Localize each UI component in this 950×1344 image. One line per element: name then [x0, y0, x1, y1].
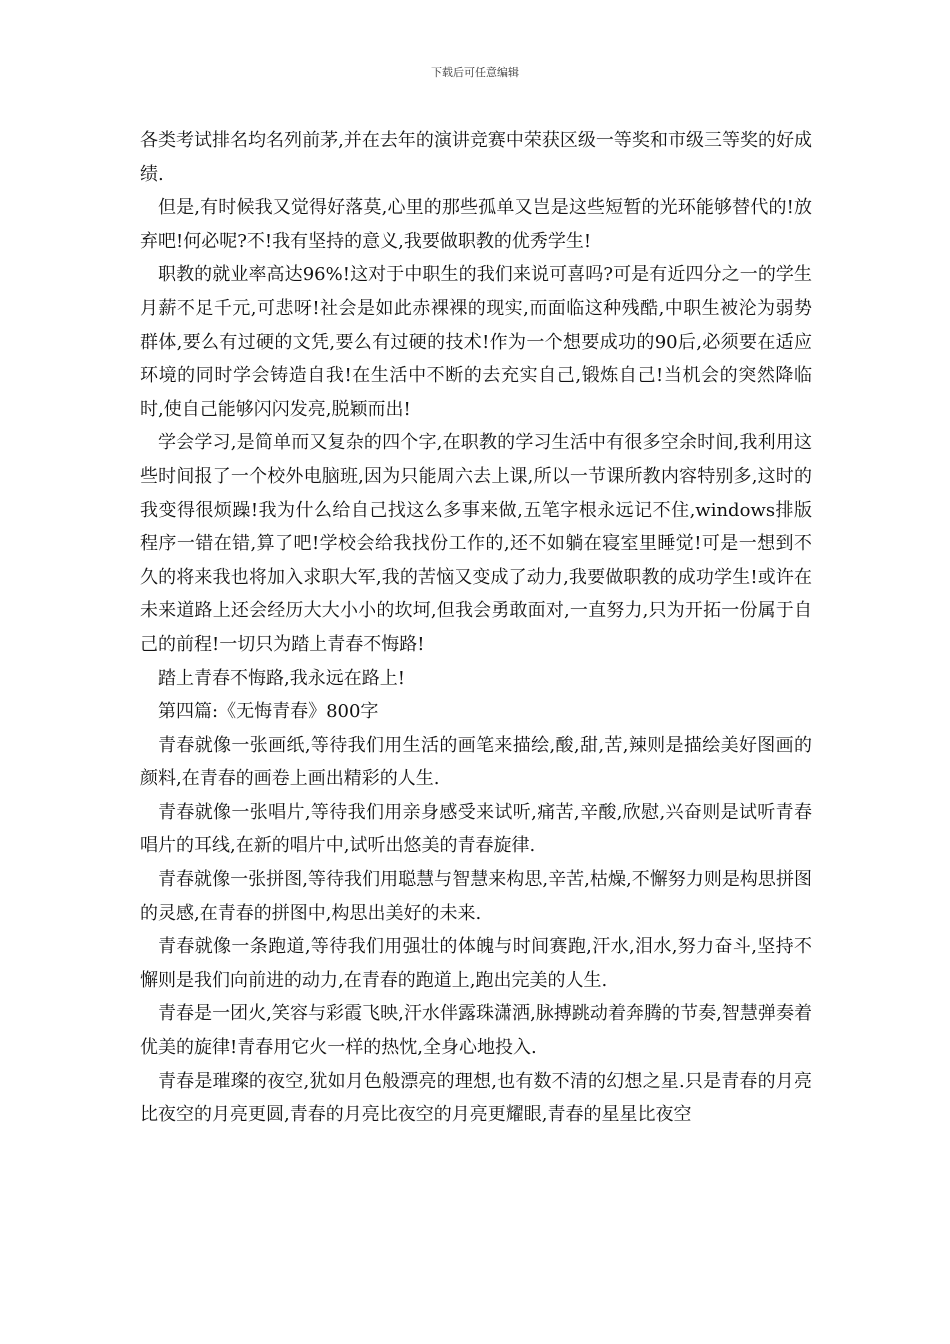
paragraph: 青春就像一张唱片,等待我们用亲身感受来试听,痛苦,辛酸,欣慰,兴奋则是试听青春唱片的耳线,在新的唱片中,试听出悠美的青春旋律.	[140, 801, 812, 857]
paragraph: 青春就像一张画纸,等待我们用生活的画笔来描绘,酸,甜,苦,辣则是描绘美好图画的颜料,在青春的画卷上画出精彩的人生.	[140, 734, 812, 790]
page-header-note: 下载后可任意编辑	[431, 66, 519, 79]
paragraph: 青春是一团火,笑容与彩霞飞映,汗水伴露珠潇洒,脉搏跳动着奔腾的节奏,智慧弹奏着优美的旋律!青春用它火一样的热忱,全身心地投入.	[140, 1003, 812, 1059]
section-heading: 第四篇:《无悔青春》800字	[158, 701, 379, 723]
paragraph: 学会学习,是简单而又复杂的四个字,在职教的学习生活中有很多空余时间,我利用这些时间报了一个校外电脑班,因为只能周六去上课,所以一节课所教内容特别多,这时的我变得很烦躁!我为什么给自己找这么多事来做,五笔字根永远记不住,windows排版程序一错在错,算了吧!学校会给我找份工作的,还不如躺在寝室里睡觉!可是一想到不久的将来我也将加入求职大军,我的苦恼又变成了动力,我要做职教的成功学生!或许在未来道路上还会经历大大小小的坎坷,但我会勇敢面对,一直努力,只为开拓一份属于自己的前程!一切只为踏上青春不悔路!	[140, 432, 812, 655]
paragraph: 青春就像一张拼图,等待我们用聪慧与智慧来构思,辛苦,枯燥,不懈努力则是构思拼图的灵感,在青春的拼图中,构思出美好的未来.	[140, 869, 812, 924]
paragraph: 青春是璀璨的夜空,犹如月色般漂亮的理想,也有数不清的幻想之星.只是青春的月亮比夜空的月亮更圆,青春的月亮比夜空的月亮更耀眼,青春的星星比夜空	[140, 1070, 812, 1126]
paragraph: 职教的就业率高达96%!这对于中职生的我们来说可喜吗?可是有近四分之一的学生月薪不足千元,可悲呀!社会是如此赤裸裸的现实,而面临这种残酷,中职生被沦为弱势群体,要么有过硬的文凭,要么有过硬的技术!作为一个想要成功的90后,必须要在适应环境的同时学会铸造自我!在生活中不断的去充实自己,锻炼自己!当机会的突然降临时,使自己能够闪闪发亮,脱颖而出!	[140, 264, 812, 420]
paragraph: 青春就像一条跑道,等待我们用强壮的体魄与时间赛跑,汗水,泪水,努力奋斗,坚持不懈则是我们向前进的动力,在青春的跑道上,跑出完美的人生.	[140, 936, 812, 991]
paragraph: 踏上青春不悔路,我永远在路上!	[158, 667, 405, 689]
paragraph: 但是,有时候我又觉得好落莫,心里的那些孤单又岂是这些短暂的光环能够替代的!放弃吧!何必呢?不!我有坚持的意义,我要做职教的优秀学生!	[140, 197, 812, 252]
paragraph: 各类考试排名均名列前茅,并在去年的演讲竞赛中荣获区级一等奖和市级三等奖的好成绩.	[140, 130, 812, 185]
document-body	[140, 124, 812, 1132]
